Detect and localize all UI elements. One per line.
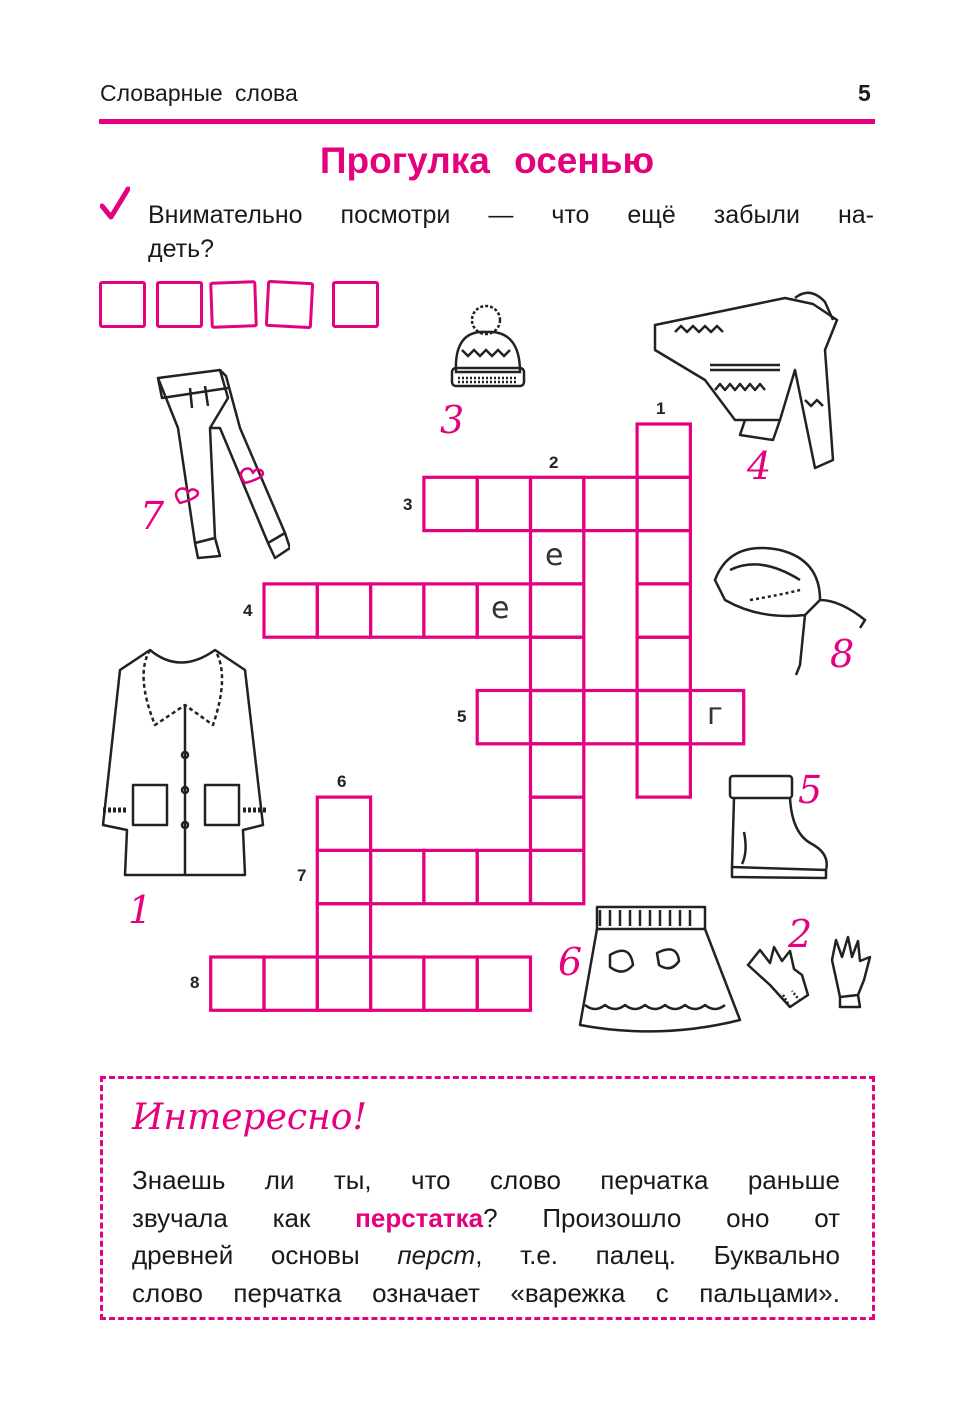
crossword-cell[interactable] bbox=[531, 691, 584, 744]
crossword-cell[interactable] bbox=[637, 744, 690, 797]
given-letter: е bbox=[545, 538, 564, 573]
crossword-cell[interactable] bbox=[531, 744, 584, 797]
crossword-cell[interactable] bbox=[531, 477, 584, 530]
skirt-icon bbox=[575, 895, 745, 1040]
crossword-cell[interactable] bbox=[264, 584, 317, 637]
crossword-cell[interactable] bbox=[531, 584, 584, 637]
interesting-title: Интересно! bbox=[132, 1097, 367, 1138]
clue-number-1: 1 bbox=[656, 399, 666, 418]
crossword-cell[interactable] bbox=[424, 477, 477, 530]
jeans-icon bbox=[150, 368, 290, 568]
crossword-cell[interactable] bbox=[317, 904, 370, 957]
crossword-cell[interactable] bbox=[371, 957, 424, 1010]
interesting-line-3: древней основы перст, т.е. палец. Буквально bbox=[132, 1240, 840, 1270]
crossword-cell[interactable] bbox=[211, 957, 264, 1010]
hat-icon bbox=[448, 300, 528, 390]
crossword-cell[interactable] bbox=[317, 797, 370, 850]
crossword-cell[interactable] bbox=[317, 584, 370, 637]
given-letter: е bbox=[491, 591, 510, 626]
interesting-line-2: звучала как перстатка? Произошло оно от bbox=[132, 1203, 840, 1233]
crossword-cell[interactable] bbox=[264, 957, 317, 1010]
picture-number-3: 3 bbox=[440, 398, 465, 442]
crossword-cell[interactable] bbox=[584, 691, 637, 744]
clue-number-4: 4 bbox=[243, 601, 253, 620]
crossword-cell[interactable] bbox=[424, 850, 477, 903]
highlight-word: перстатка bbox=[355, 1203, 484, 1233]
crossword-cell[interactable] bbox=[371, 584, 424, 637]
crossword-cell[interactable] bbox=[531, 797, 584, 850]
interesting-line-4: слово перчатка означает «варежка с пальцами». bbox=[132, 1278, 840, 1308]
sweater-icon bbox=[645, 290, 845, 475]
crossword-cell[interactable] bbox=[637, 584, 690, 637]
interesting-line-1: Знаешь ли ты, что слово перчатка раньше bbox=[132, 1165, 840, 1195]
crossword-cell[interactable] bbox=[637, 691, 690, 744]
crossword-cell[interactable] bbox=[477, 691, 530, 744]
clue-number-6: 6 bbox=[337, 772, 347, 791]
given-letter: г bbox=[707, 697, 723, 732]
instruction-line-2: деть? bbox=[148, 235, 215, 263]
crossword-cell[interactable] bbox=[531, 637, 584, 690]
clue-number-3: 3 bbox=[403, 495, 413, 514]
crossword-cell[interactable] bbox=[424, 957, 477, 1010]
picture-number-8: 8 bbox=[830, 632, 855, 676]
picture-number-6: 6 bbox=[558, 940, 583, 984]
crossword-cell[interactable] bbox=[317, 957, 370, 1010]
crossword-cell[interactable] bbox=[637, 637, 690, 690]
clue-number-2: 2 bbox=[549, 453, 559, 472]
clue-number-8: 8 bbox=[190, 973, 200, 992]
crossword-cell[interactable] bbox=[637, 477, 690, 530]
section-title: Словарные слова bbox=[100, 80, 298, 106]
italic-word: перст bbox=[397, 1240, 476, 1270]
clue-number-7: 7 bbox=[297, 866, 307, 885]
page-title: Прогулка осенью bbox=[319, 140, 655, 181]
picture-number-2: 2 bbox=[788, 912, 813, 956]
crossword-cell[interactable] bbox=[477, 850, 530, 903]
crossword-cell[interactable] bbox=[477, 477, 530, 530]
crossword-cell[interactable] bbox=[371, 850, 424, 903]
picture-number-5: 5 bbox=[798, 768, 823, 812]
crossword-cell[interactable] bbox=[317, 850, 370, 903]
clue-number-5: 5 bbox=[457, 707, 467, 726]
crossword-cell[interactable] bbox=[584, 477, 637, 530]
page-number: 5 bbox=[858, 80, 871, 106]
coat-icon bbox=[95, 635, 270, 885]
picture-number-4: 4 bbox=[747, 444, 772, 488]
crossword-cell[interactable] bbox=[477, 957, 530, 1010]
instruction-line-1: Внимательно посмотри — что ещё забыли на- bbox=[148, 201, 874, 229]
crossword-cell[interactable] bbox=[424, 584, 477, 637]
picture-number-7: 7 bbox=[140, 494, 165, 538]
crossword-cell[interactable] bbox=[637, 531, 690, 584]
picture-number-1: 1 bbox=[128, 888, 153, 932]
